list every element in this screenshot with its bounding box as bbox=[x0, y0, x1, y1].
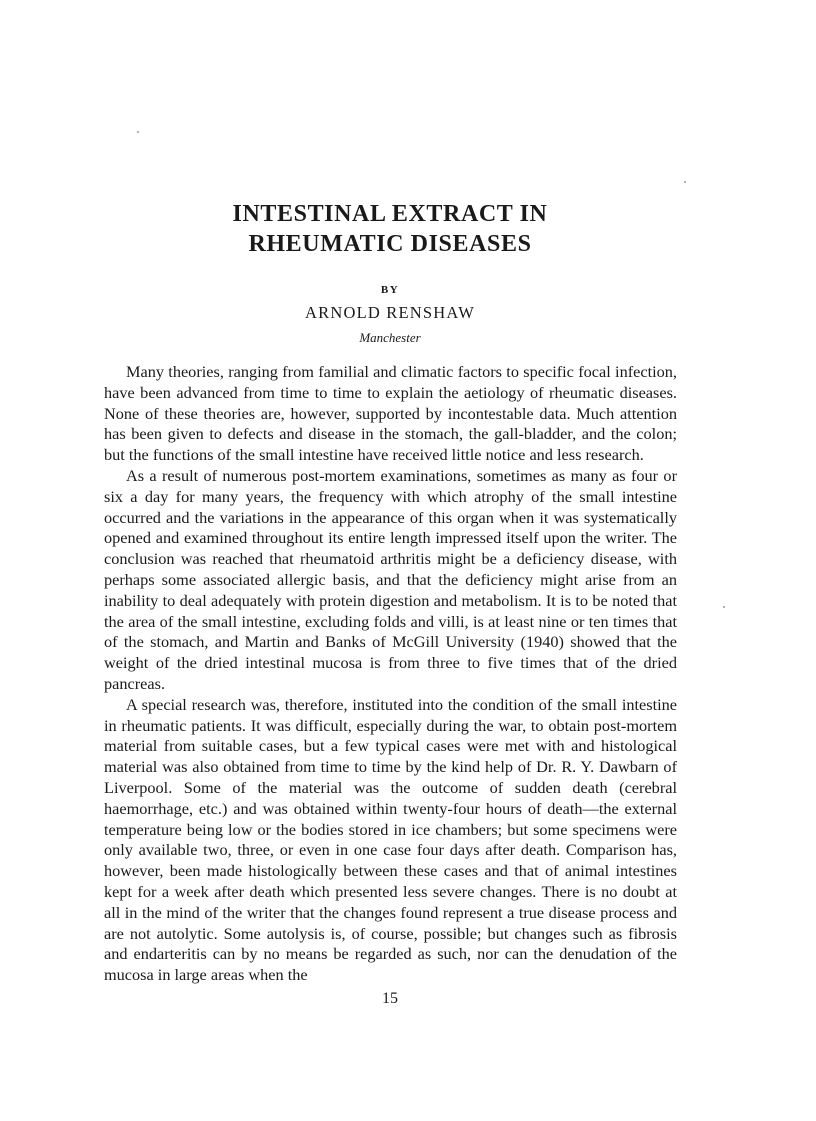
scan-speck bbox=[723, 606, 725, 608]
scan-speck bbox=[137, 131, 139, 133]
article-body bbox=[104, 362, 677, 986]
author-affiliation: Manchester bbox=[359, 330, 421, 345]
body-paragraph: Many theories, ranging from familial and climatic factors to specific focal infection, have been advanced from time to time to explain the aetiology of rheumatic diseases. None of these theories are, however, supported by incontestable data. Much attention has been given to defects and disease in the stomach, the gall-bladder, and the colon; but the functions of the small intestine have received little notice and less research. bbox=[104, 362, 677, 465]
body-paragraph: As a result of numerous post-mortem examinations, sometimes as many as four or six a day for many years, the frequency with which atrophy of the small intestine occurred and the variations in the appearance of this organ when it was systematically opened and examined throughout its entire length impressed itself upon the writer. The conclusion was reached that rheumatoid arthritis might be a deficiency disease, with perhaps some associated allergic basis, and that the deficiency might arise from an inability to deal adequately with protein digestion and metabolism. It is to be noted that the area of the small intestine, excluding folds and villi, is at least nine or ten times that of the stomach, and Martin and Banks of McGill University (1940) showed that the weight of the dried intestinal mucosa is from three to five times that of the dried pancreas. bbox=[104, 465, 677, 693]
body-paragraph: A special research was, therefore, instituted into the condition of the small intestine in rheumatic patients. It was difficult, especially during the war, to obtain post-mortem material from suitable cases, but a few typical cases were met with and histological material was also obtained from time to time by the kind help of Dr. R. Y. Dawbarn of Liverpool. Some of the material was the outcome of sudden death (cerebral haemorrhage, etc.) and was obtained within twenty-four hours of death—the external temperature being low or the bodies stored in ice chambers; but some specimens were only available two, three, or even in one case four days after death. Comparison has, however, been made histologically between these cases and that of animal intestines kept for a week after death which presented less severe changes. There is no doubt at all in the mind of the writer that the changes found represent a true disease process and are not autolytic. Some autolysis is, of course, possible; but changes such as fibrosis and endarteritis can by no means be regarded as such, nor can the denudation of the mucosa in large areas when the bbox=[104, 694, 677, 985]
scan-speck bbox=[684, 181, 686, 183]
page-number: 15 bbox=[382, 990, 398, 1007]
byline-label: BY bbox=[380, 284, 400, 296]
article-title-line-2: RHEUMATIC DISEASES bbox=[248, 231, 532, 257]
article-title-line-1: INTESTINAL EXTRACT IN bbox=[232, 201, 548, 227]
author-name: ARNOLD RENSHAW bbox=[305, 303, 475, 322]
